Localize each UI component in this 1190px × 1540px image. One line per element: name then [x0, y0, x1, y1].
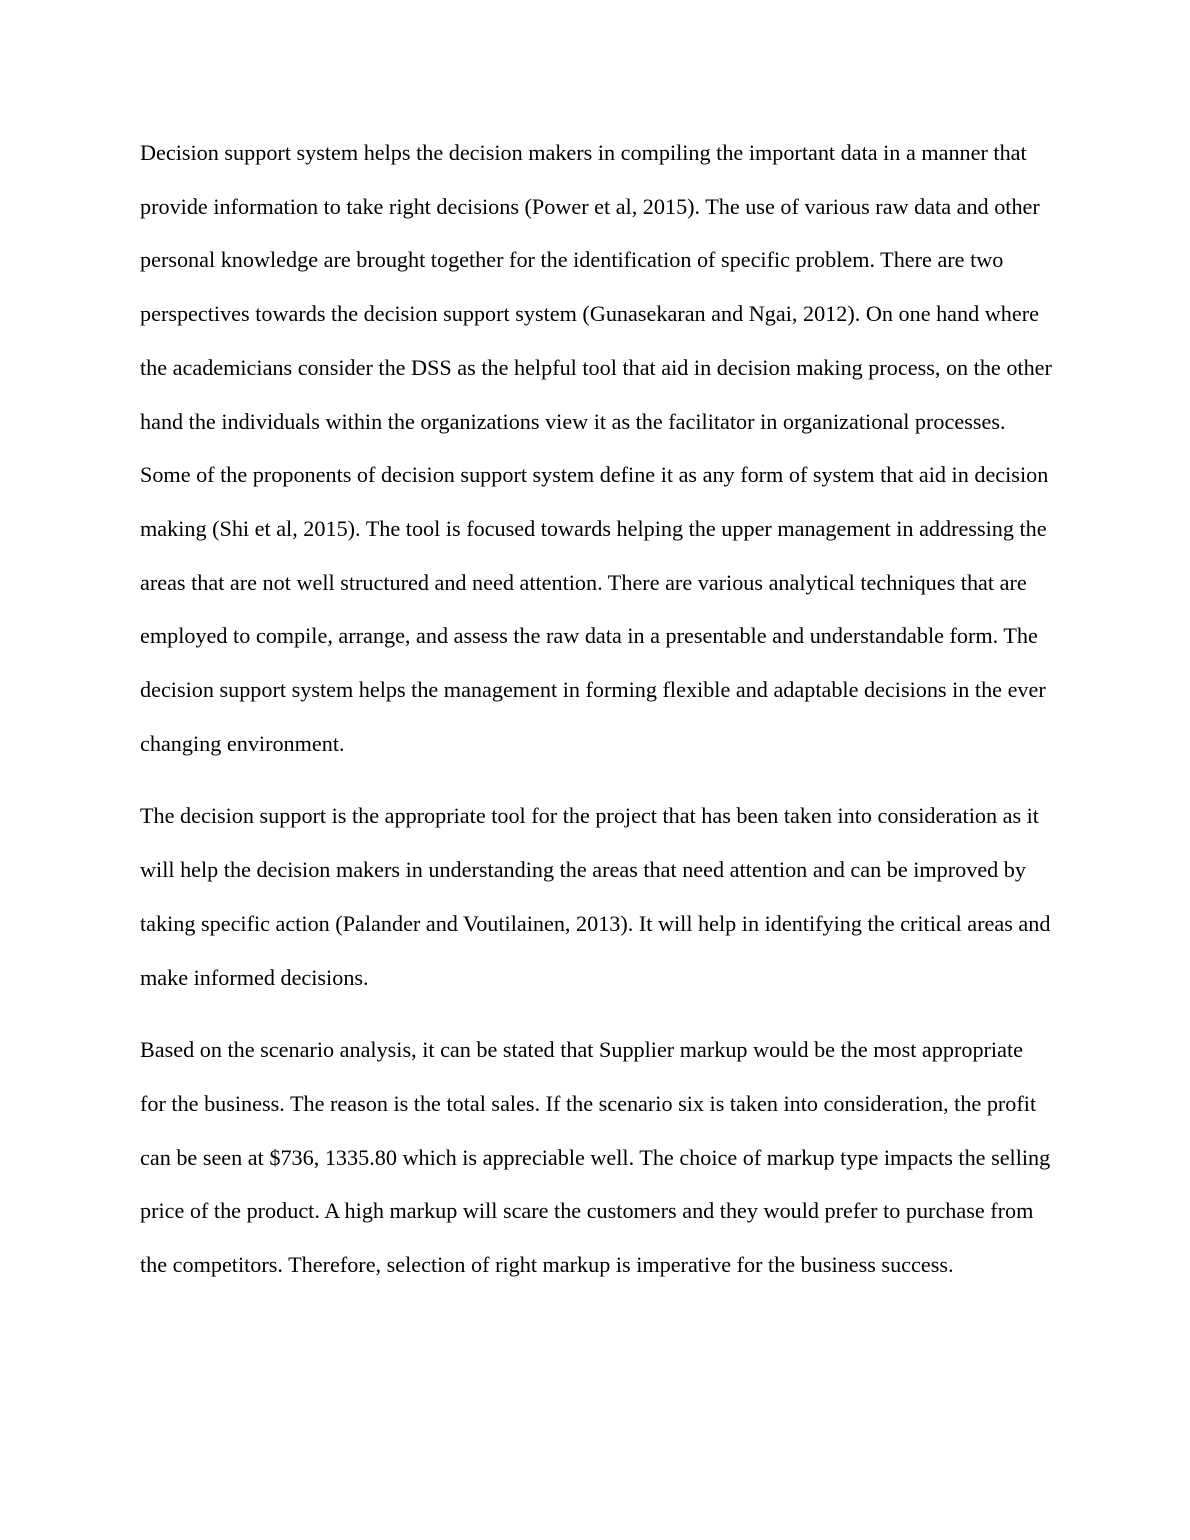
paragraph-appropriate-tool: The decision support is the appropriate tool for the project that has been taken into consideration as it will help the decision makers in understanding the areas that need attention and can be improved by taking specific action (Palander and Voutilainen, 2013). It will help in identifying the critical areas and make informed decisions.	[140, 803, 1051, 990]
document-body	[140, 126, 1052, 1311]
paragraph-scenario-analysis: Based on the scenario analysis, it can be stated that Supplier markup would be the most appropriate for the business. The reason is the total sales. If the scenario six is taken into consideration, the profit can be seen at $736, 1335.80 which is appreciable well. The choice of markup type impacts the selling price of the product. A high markup will scare the customers and they would prefer to purchase from the competitors. Therefore, selection of right markup is imperative for the business success.	[140, 1037, 1051, 1278]
paragraph-decision-support-overview: Decision support system helps the decision makers in compiling the important data in a manner that provide information to take right decisions (Power et al, 2015). The use of various raw data and other personal knowledge are brought together for the identification of specific problem. There are two perspectives towards the decision support system (Gunasekaran and Ngai, 2012). On one hand where the academicians consider the DSS as the helpful tool that aid in decision making process, on the other hand the individuals within the organizations view it as the facilitator in organizational processes. Some of the proponents of decision support system define it as any form of system that aid in decision making (Shi et al, 2015). The tool is focused towards helping the upper management in addressing the areas that are not well structured and need attention. There are various analytical techniques that are employed to compile, arrange, and assess the raw data in a presentable and understandable form. The decision support system helps the management in forming flexible and adaptable decisions in the ever changing environment.	[140, 140, 1052, 756]
